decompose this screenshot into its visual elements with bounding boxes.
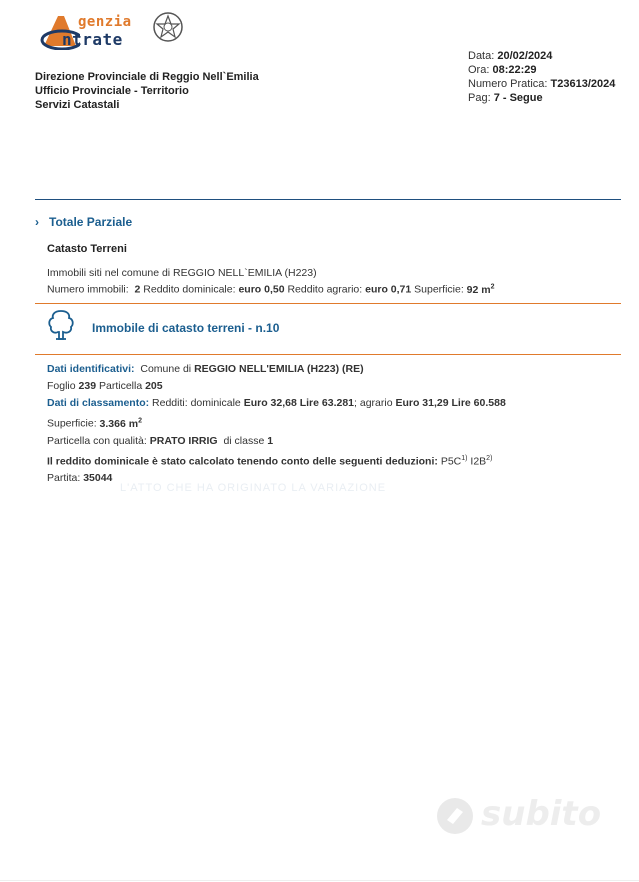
agenzia-entrate-logo: [40, 10, 190, 52]
logo-line2: ntrate: [62, 30, 123, 49]
office-line3: Servizi Catastali: [35, 99, 120, 111]
qualita-line: Particella con qualità: PRATO IRRIG di classe 1: [47, 434, 274, 447]
tree-icon: [46, 308, 76, 342]
immobile-top-divider: [35, 303, 621, 304]
meta-pratica: Numero Pratica: T23613/2024: [468, 78, 616, 90]
republic-emblem-icon: [152, 11, 184, 43]
chevron-right-icon: ›: [35, 215, 39, 229]
header-divider: [35, 199, 621, 200]
totale-comune-line: Immobili siti nel comune di REGGIO NELL`EMILIA (H223): [47, 267, 317, 279]
office-line1: Direzione Provinciale di Reggio Nell`Emilia: [35, 71, 259, 83]
totale-values-line: Numero immobili: 2 Reddito dominicale: euro 0,50 Reddito agrario: euro 0,71 Superficie: 92 $m^2$: [47, 283, 495, 296]
catasto-terreni-heading: Catasto Terreni: [47, 243, 127, 255]
immobile-title: Immobile di catasto terreni - n.10: [92, 321, 280, 335]
foglio-line: Foglio 239 Particella 205: [47, 380, 163, 392]
bottom-edge: [0, 880, 639, 881]
document-meta: [468, 49, 615, 105]
logo-line1: genzia: [78, 14, 132, 30]
deduzioni-line: Il reddito dominicale è stato calcolato tenendo conto delle seguenti deduzioni: $P5C^{1)}$ $I2B^{2)}$: [47, 454, 493, 467]
immobile-details: [47, 361, 506, 487]
meta-page: Pag: 7 - Segue: [468, 92, 543, 104]
faded-text-line: L'ATTO CHE HA ORIGINATO LA VARIAZIONE: [120, 482, 387, 494]
partita-line: Partita: 35044: [47, 472, 113, 484]
meta-date: Data: 20/02/2024: [468, 50, 553, 62]
superficie-line: Superficie: 3.366 $m^2$: [47, 417, 142, 430]
totale-summary: [47, 266, 495, 297]
dati-classamento-line: Dati di classamento: Redditi: dominicale Euro 32,68 Lire 63.281; agrario Euro 31,29 Lire 60.588: [47, 397, 506, 409]
subito-logo-icon: [435, 796, 475, 836]
immobile-bottom-divider: [35, 354, 621, 355]
section-totale-parziale: › Totale Parziale: [35, 215, 133, 229]
dati-identificativi-line: Dati identificativi: Comune di REGGIO NELL'EMILIA (H223) (RE): [47, 363, 364, 375]
office-block: [35, 70, 259, 112]
subito-watermark: subito: [435, 792, 610, 838]
office-line2: Ufficio Provinciale - Territorio: [35, 85, 189, 97]
meta-time: Ora: 08:22:29: [468, 64, 537, 76]
